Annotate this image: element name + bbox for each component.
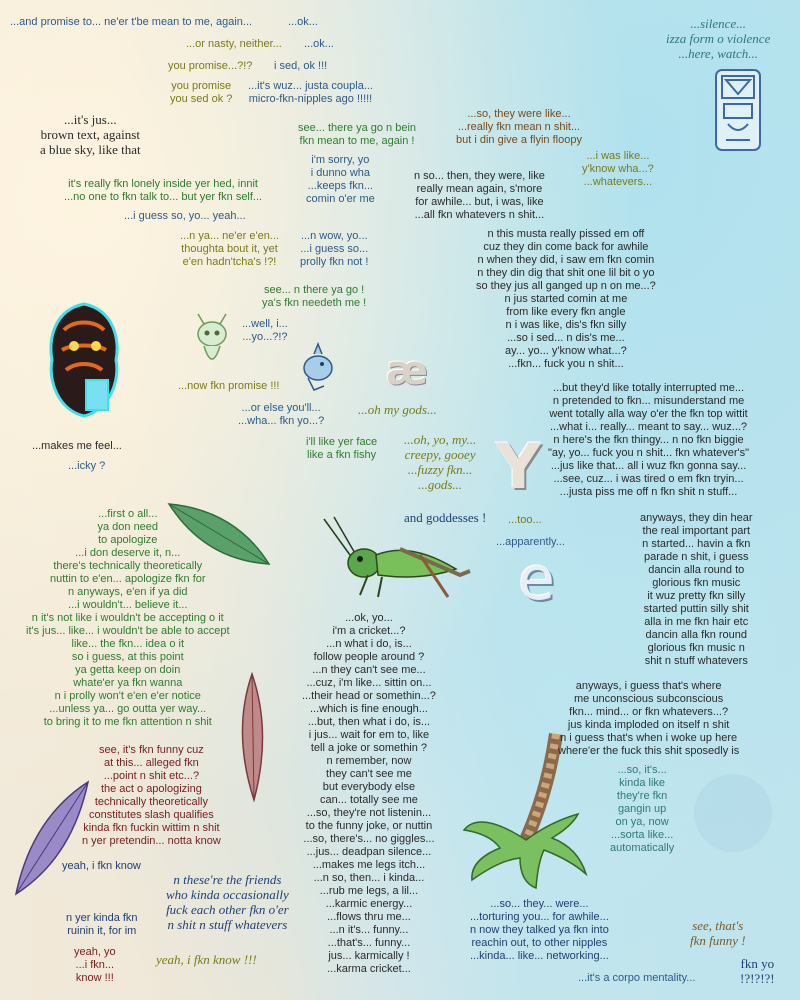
text-block: see... n there ya go ! ya's fkn needeth me ! — [262, 284, 367, 309]
text-block: ...i guess so, yo... yeah... — [124, 210, 246, 222]
text-block: see, that's fkn funny ! — [690, 918, 746, 948]
grasshopper-icon — [320, 515, 470, 605]
text-block: ...now fkn promise !!! — [178, 380, 280, 392]
text-block: ...i was like... y'know wha...? ...whatevers... — [582, 150, 654, 188]
text-block: n this musta really pissed em off cuz they din come back for awhile n when they did, i saw em fkn comin n they din dig that shit one lil bit o yo so they jus all ganged up n on me...? n jus started comin at me from like every fkn angle n i was like, dis's fkn silly ...so i sed... n dis's me... ay... yo... y'know what...? ...fkn... fuck you n shit... — [476, 228, 656, 370]
text-block: ...ok... — [288, 16, 318, 28]
text-block: ...too... — [508, 514, 542, 526]
text-block: ...or nasty, neither... — [186, 38, 282, 50]
text-block: ...but they'd like totally interrupted me... n pretended to fkn... misunderstand me went totally alla way o'er the fkn top wittit ...what i... really... meant to say... wuz...? n here's the fkn thingy... n no fkn biggie "ay, yo... fuck you n shit... fkn whatever's" ...jus like that... all i wuz fkn gonna say... ...see, cuz... i was tired o em fkn tryin... ...justa piss me off n fkn shit n stuff... — [548, 382, 750, 498]
text-block: ...silence... izza form o violence ...here, watch... — [666, 16, 771, 61]
text-block: see, it's fkn funny cuz at this... alleged fkn ...point n shit etc...? the act o apologizing technically theoretically constitutes slash qualifies kinda fkn fuckin wittim n shit n yer pretendin... notta know — [82, 744, 221, 847]
text-block: i'll like yer face like a fkn fishy — [306, 436, 378, 461]
text-block: ...makes me feel... — [32, 440, 122, 452]
text-block: you promise...?!? — [168, 60, 253, 72]
text-block: ...n ya... ne'er e'en... thoughta bout it, yet e'en hadn'tcha's !?! — [180, 230, 279, 268]
bird-icon — [300, 346, 340, 396]
text-block: ...ok, yo... i'm a cricket...? ...n what i do, is... follow people around ? ...n they can't see me... ...cuz, i'm like... sittin on... ...their head or somethin...? ...which is fine enough... ...but, then what i do, is... i jus... wait for em to, like tell a joke or somethin ? n remember, now they can't see me but everybody else can... totally see me ...so, they're not listenin... to the funny joke, or nuttin ...so, there's... no giggles... ...jus... deadpan silence... ...makes me legs itch... ...n so, then... i kinda... ...rub me legs, a lil... ...karmic energy... ...flows thru me... ...n it's... funny... ...that's... funny... jus... karmically ! ...karma cricket... — [302, 612, 436, 975]
text-block: ...n wow, yo... ...i guess so... prolly fkn not ! — [300, 230, 369, 268]
ae-glyph: æ — [386, 348, 428, 394]
text-block: ...first o all... ya don need to apologize ...i don deserve it, n... there's technically theoretically nuttin to e'en... apologize fkn for n anyways, e'en if ya did ...i wouldn't... believe it... n it's not like i wouldn't be accepting o it it's jus... like... i wouldn't be able to accept like... the fkn... idea o it so i guess, at this point ya getta keep on doin whate'er ya fkn wanna n i prolly won't e'en e'er notice ...unless ya... go outta yer way... to bring it to me fkn attention n shit — [26, 508, 230, 728]
text-block: it's really fkn lonely inside yer hed, innit ...no one to fkn talk to... but yer fkn self... — [64, 178, 263, 203]
text-block: ...well, i... ...yo...?!? — [242, 318, 288, 343]
text-block: i sed, ok !!! — [274, 60, 328, 72]
text-block: n yer kinda fkn ruinin it, for im — [66, 912, 138, 937]
text-block: ...icky ? — [68, 460, 106, 472]
text-block: ...it's a corpo mentality... — [578, 972, 696, 984]
text-block: ...oh my gods... — [358, 402, 437, 417]
text-block: ...so... they... were... ...torturing you... for awhile... n now they talked ya fkn into reachin out, to other nipples ...kinda... like... networking... — [470, 898, 609, 962]
alien-icon — [188, 316, 238, 376]
text-block: i'm sorry, yo i dunno wha ...keeps fkn... comin o'er me — [306, 154, 375, 205]
text-block: n these're the friends who kinda occasionally fuck each other fkn o'er n shit n stuff whatevers — [166, 872, 289, 932]
text-block: ...so, it's... kinda like they're fkn gangin up on ya, now ...sorta like... automatically — [610, 764, 675, 854]
glass-orb — [694, 774, 772, 852]
text-block: yeah, i fkn know !!! — [156, 952, 257, 967]
leaf-icon — [12, 778, 92, 898]
leaf-icon — [232, 672, 272, 802]
flame-face-icon — [44, 300, 124, 420]
text-block: ...or else you'll... ...wha... fkn yo...? — [238, 402, 325, 427]
text-block: you promise you sed ok ? — [170, 80, 233, 105]
y-glyph: Y — [496, 430, 541, 503]
text-block: anyways, i guess that's where me unconscious subconscious fkn... mind... or fkn whatevers...? jus kinda imploded on itself n shit n i guess that's when i woke up here where'er the fuck this shit sposedly is — [558, 680, 740, 757]
tiki-mask-icon — [708, 66, 768, 156]
text-block: yeah, i fkn know — [62, 860, 141, 872]
text-block: fkn yo !?!?!?! — [740, 956, 775, 986]
text-block: and goddesses ! — [404, 510, 487, 525]
text-block: ...and promise to... ne'er t'be mean to me, again... — [10, 16, 253, 28]
text-block: ...oh, yo, my... creepy, gooey ...fuzzy fkn... ...gods... — [404, 432, 477, 492]
text-block: ...it's wuz... justa coupla... micro-fkn-nipples ago !!!!! — [248, 80, 373, 105]
text-block: ...apparently... — [496, 536, 565, 548]
text-block: ...ok... — [304, 38, 334, 50]
text-block: ...so, they were like... ...really fkn mean n shit... but i din give a flyin floopy — [456, 108, 582, 146]
text-block: n so... then, they were, like really mean again, s'more for awhile... but, i was, like ...all fkn whatevers n shit... — [414, 170, 545, 221]
text-block: ...it's jus... brown text, against a blue sky, like that — [40, 112, 141, 157]
e-glyph: e — [518, 544, 555, 614]
text-block: yeah, yo ...i fkn... know !!! — [74, 946, 116, 984]
text-block: anyways, they din hear the real important part n started... havin a fkn parade n shit, i guess dancin alla round to glorious fkn music it wuz pretty fkn silly started puttin silly shit alla in me fkn hair etc dancin alla fkn round glorious fkn music n shit n stuff whatevers — [640, 512, 753, 667]
text-block: see... there ya go n bein fkn mean to me, again ! — [298, 122, 417, 147]
